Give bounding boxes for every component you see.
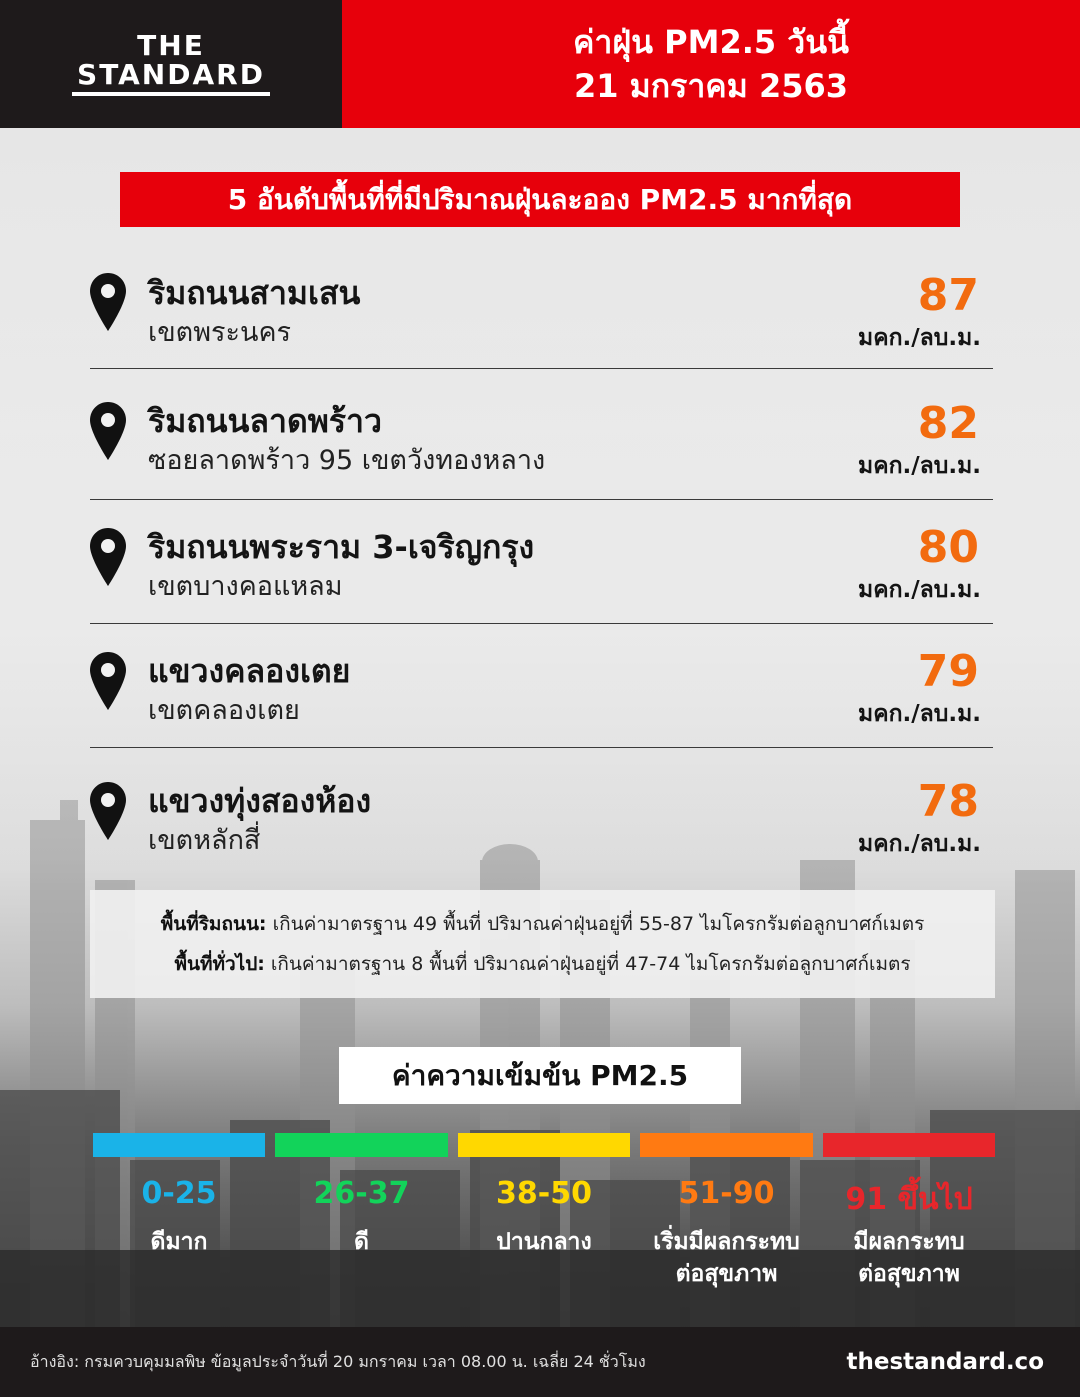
logo-text-the: THE: [137, 29, 205, 62]
scale-range-health-effect: 91 ขึ้นไป: [845, 1182, 973, 1217]
ranking-pm-value: 78: [917, 776, 979, 827]
top-five-banner: 5 อันดับพื้นที่ที่มีปริมาณฝุ่นละออง PM2.5 มากที่สุด: [120, 172, 960, 227]
scale-label-line: ดี: [354, 1229, 369, 1255]
scale-label-health-effect: [823, 1226, 995, 1290]
ranking-item: [90, 522, 993, 612]
scale-bar-very-good: [93, 1133, 265, 1157]
ranking-district: เขตคลองเตย: [148, 695, 300, 726]
scale-range-very-good: 0-25: [141, 1176, 217, 1211]
page-title: [342, 0, 1080, 128]
ranking-location-name: ริมถนนสามเสน: [148, 274, 361, 312]
ranking-location-name: แขวงทุ่งสองห้อง: [148, 782, 372, 820]
ranking-item: [90, 776, 993, 866]
source-reference: อ้างอิง: กรมควบคุมมลพิษ ข้อมูลประจำวันที่ 20 มกราคม เวลา 08.00 น. เฉลี่ย 24 ชั่วโมง: [30, 1351, 646, 1371]
scale-label-starting-effect: [636, 1226, 817, 1290]
scale-label-good: [275, 1226, 448, 1258]
scale-label-very-good: [93, 1226, 265, 1258]
scale-bar-good: [275, 1133, 448, 1157]
ranking-unit: มคก./ลบ.ม.: [858, 453, 981, 479]
location-pin-icon: [90, 528, 126, 586]
roadside-summary-text: เกินค่ามาตรฐาน 49 พื้นที่ ปริมาณค่าฝุ่นอยู่ที่ 55-87 ไมโครกรัมต่อลูกบาศก์เมตร: [266, 913, 925, 935]
website-link[interactable]: thestandard.co: [846, 1349, 1044, 1375]
brand-logo[interactable]: [0, 0, 342, 128]
title-line-2: 21 มกราคม 2563: [574, 67, 848, 105]
ranking-unit: มคก./ลบ.ม.: [858, 701, 981, 727]
row-divider: [90, 747, 993, 748]
general-area-summary-label: พื้นที่ทั่วไป:: [174, 953, 265, 975]
title-line-1: ค่าฝุ่น PM2.5 วันนี้: [573, 23, 849, 61]
ranking-pm-value: 87: [917, 270, 979, 321]
ranking-unit: มคก./ลบ.ม.: [858, 577, 981, 603]
scale-label-line: ต่อสุขภาพ: [858, 1261, 960, 1287]
ranking-location-name: แขวงคลองเตย: [148, 652, 351, 690]
ranking-unit: มคก./ลบ.ม.: [858, 325, 981, 351]
ranking-pm-value: 79: [917, 646, 979, 697]
scale-range-starting-effect: 51-90: [678, 1176, 775, 1211]
general-area-summary: [174, 944, 910, 984]
ranking-location-name: ริมถนนพระราม 3-เจริญกรุง: [148, 528, 535, 566]
row-divider: [90, 623, 993, 624]
logo-text-standard: STANDARD: [77, 58, 265, 91]
scale-range-moderate: 38-50: [496, 1176, 592, 1211]
scale-bar-moderate: [458, 1133, 630, 1157]
ranking-unit: มคก./ลบ.ม.: [858, 831, 981, 857]
ranking-pm-value: 80: [917, 522, 979, 573]
ranking-district: เขตพระนคร: [148, 317, 292, 348]
scale-label-line: ปานกลาง: [496, 1229, 592, 1255]
header: [0, 0, 1080, 128]
roadside-summary: [161, 904, 925, 944]
ranking-district: เขตบางคอแหลม: [148, 571, 343, 602]
location-pin-icon: [90, 402, 126, 460]
scale-bar-starting-effect: [640, 1133, 813, 1157]
row-divider: [90, 499, 993, 500]
row-divider: [90, 368, 993, 369]
scale-range-good: 26-37: [313, 1176, 410, 1211]
ranking-location-name: ริมถนนลาดพร้าว: [148, 402, 382, 440]
ranking-pm-value: 82: [917, 398, 979, 449]
location-pin-icon: [90, 652, 126, 710]
ranking-district: ซอยลาดพร้าว 95 เขตวังทองหลาง: [148, 445, 546, 476]
scale-label-line: ดีมาก: [150, 1229, 208, 1255]
scale-bar-health-effect: [823, 1133, 995, 1157]
ranking-district: เขตหลักสี่: [148, 825, 261, 856]
general-area-summary-text: เกินค่ามาตรฐาน 8 พื้นที่ ปริมาณค่าฝุ่นอยู่ที่ 47-74 ไมโครกรัมต่อลูกบาศก์เมตร: [264, 953, 911, 975]
location-pin-icon: [90, 782, 126, 840]
footer: [0, 1327, 1080, 1397]
ranking-item: [90, 396, 993, 486]
scale-label-moderate: [458, 1226, 630, 1258]
logo-underline: [72, 92, 270, 96]
scale-label-line: มีผลกระทบ: [853, 1229, 965, 1255]
location-pin-icon: [90, 273, 126, 331]
ranking-item: [90, 268, 993, 358]
summary-info-box: [90, 890, 995, 998]
roadside-summary-label: พื้นที่ริมถนน:: [160, 913, 267, 935]
scale-label-line: เริ่มมีผลกระทบ: [653, 1229, 800, 1255]
scale-label-line: ต่อสุขภาพ: [675, 1261, 778, 1287]
pm25-scale-title: ค่าความเข้มข้น PM2.5: [339, 1047, 741, 1104]
ranking-item: [90, 646, 993, 736]
